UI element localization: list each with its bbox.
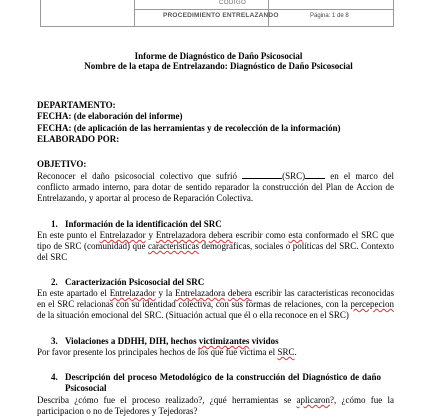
text-run-flagged: caracteristicas [148,241,199,251]
section-2-body [37,288,394,321]
report-title: Informe de Diagnóstico de Daño Psicosocial [134,51,303,61]
text-run: de la situación emocional del SRC. (Situación actual que él o ella reconoce en el SRC) [37,310,349,320]
text-run: En este apartado el [37,288,110,298]
text-run: y la [155,288,176,298]
text-run: Describa ¿cómo fue el proceso realizado?, ¿qué herramientas se [37,395,297,405]
section-4-body [37,395,394,417]
text-run: conformado el SRC que tipo de SRC (comunidad) que [37,230,395,251]
field-departamento: DEPARTAMENTO: [37,100,116,110]
section-title: Información de la identificación del SRC [65,219,222,229]
section-number: 2. [51,277,58,287]
text-run: escribir como [232,230,289,240]
header-divider [134,9,393,10]
text-run: y [145,230,156,240]
report-subtitle: Nombre de la etapa de Entrelazando: Diagnóstico de Daño Psicosocial [84,61,353,71]
text-run-flagged: SRC [277,347,295,357]
text-run: demograficas, sociales o políticas del SRC. Contexto del SRC [37,241,394,262]
header-divider [134,0,135,26]
section-title: Descripción del proceso Metodológico de la construcción del Diagnóstico de daño Psicosocial [65,372,381,393]
field-elaborado-por: ELABORADO POR: [37,134,120,144]
objetivo-text [37,170,394,204]
header-page-number: Página: 1 de 8 [310,13,349,19]
section-3-body [37,347,297,357]
section-number: 4. [51,372,58,382]
text-run: En este punto el [37,230,100,240]
text-run: Por favor presente los principales hechos de los que fue victima el [37,347,278,357]
objetivo-text-b: (SRC) [282,171,306,181]
text-run-flagged: debera [208,230,233,240]
text-run-flagged: Entrelazadora [175,288,226,298]
text-run: . [294,347,297,357]
blank-line [305,170,325,179]
document-header-table [40,0,394,27]
text-run-flagged: percepecion [350,299,394,309]
header-procedure: PROCEDIMIENTO ENTRELAZANDO [163,12,279,19]
section-1-heading [51,219,222,229]
text-run-flagged: Entrelazadora [155,230,206,240]
field-fecha-aplicacion: FECHA: (de aplicación de las herramientas y de recolección de la información) [37,123,341,133]
section-title-flagged: victimizantes [198,336,250,346]
text-run: escribir las caracteristicas reconocidas en el SRC relacionas con su identidad colectiva, con sus formas de relaciones, con la [37,288,395,309]
section-number: 1. [51,219,58,229]
objetivo-text-a: Reconocer el daño psicosocial colectivo que sufrió [37,171,243,181]
text-run-flagged: Entrelazador [109,288,156,298]
text-run-flagged: debera [227,288,252,298]
section-3-heading [51,336,279,346]
text-run: ?, ¿cómo fue la participacion o no de Tejedores y Tejedoras? [37,395,394,416]
section-2-heading [51,277,204,287]
section-title: Caracterización Psicosocial del SRC [65,277,205,287]
objetivo-label: OBJETIVO: [37,159,87,169]
text-run-flagged: esta [288,230,303,240]
section-title: Violaciones a DDHH, DIH, hechos [65,336,199,346]
header-code-text: CODIGO [219,0,247,6]
text-run-flagged: aplicaron [296,395,330,405]
objetivo-text-c: en el marco del conflicto armado interno, para dotar de sentido reparador la construcción del Plan de Accion de Entrelazando, y aportar al proceso de Reparación Colectiva. [37,171,394,203]
section-1-body [37,230,394,263]
section-number: 3. [51,336,58,346]
section-title-end: vividos [249,336,279,346]
blank-line [242,170,282,179]
section-4-heading [51,372,381,394]
text-run-flagged: Entrelazador [99,230,146,240]
field-fecha-elaboracion: FECHA: (de elaboración del informe) [37,111,183,121]
